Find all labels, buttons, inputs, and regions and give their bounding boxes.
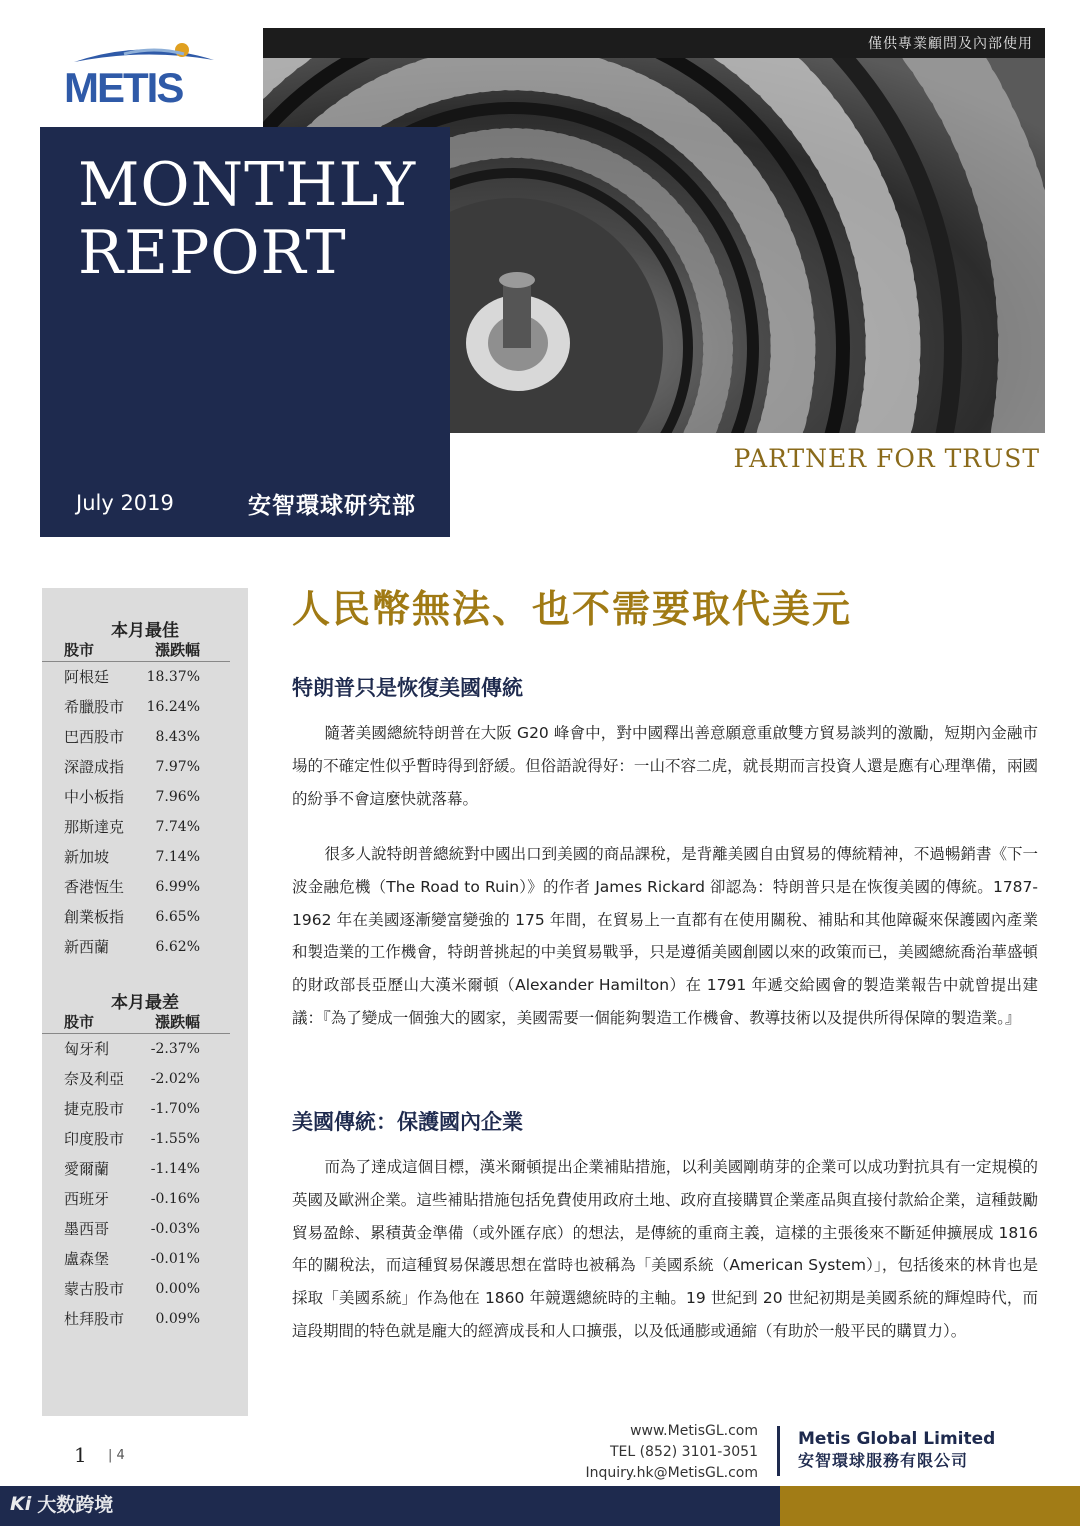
contact-info xyxy=(586,1421,759,1484)
market-name: 阿根廷 xyxy=(64,668,110,686)
paragraph-2: 很多人說特朗普總統對中國出口到美國的商品課稅，是背離美國自由貿易的傳統精神，不過暢銷書《下一波金融危機（The Road to Ruin）》的作者 James Rickard 卻認為：特朗普只是在恢復美國的傳統。1787-1962 年在美國逐漸變富變強的 175 年間，在貿易上一直都有在使用關稅、補貼和其他障礙來保護國內產業和製造業的工作機會，特朗普挑起的中美貿易戰爭，只是遵循美國創國以來的政策而已，美國總統喬治華盛頓的財政部長亞歷山大漢米爾頓（Alexander Hamilton）在 1791 年遞交給國會的製造業報告中就曾提出建議：『為了變成一個強大的國家，美國需要一個能夠製造工作機會、教導技術以及提供所得保障的製造業。』 xyxy=(292,845,1038,1027)
section-heading-2: 美國傳統：保護國內企業 xyxy=(292,1110,523,1134)
report-date: July 2019 xyxy=(76,491,174,515)
market-change: 7.14% xyxy=(155,849,200,865)
market-change: 0.00% xyxy=(155,1281,200,1297)
report-title-line2: REPORT xyxy=(78,218,347,288)
col-market: 股市 xyxy=(64,1013,95,1031)
market-name: 創業板指 xyxy=(64,908,125,926)
table-row xyxy=(42,1124,230,1154)
market-name: 希臘股市 xyxy=(64,698,125,716)
market-change: -1.55% xyxy=(150,1131,200,1147)
table-row xyxy=(42,1274,230,1304)
table-row xyxy=(42,932,230,962)
report-title-panel xyxy=(40,127,450,537)
table-row xyxy=(42,1184,230,1214)
market-change: 6.65% xyxy=(155,909,200,925)
table-row xyxy=(42,1304,230,1334)
market-change: 0.09% xyxy=(155,1311,200,1327)
market-name: 巴西股市 xyxy=(64,728,125,746)
table-row xyxy=(42,662,230,692)
market-change: -1.70% xyxy=(150,1101,200,1117)
logo-wordmark: METIS xyxy=(64,64,183,111)
table-row xyxy=(42,1214,230,1244)
market-name: 西班牙 xyxy=(64,1190,110,1208)
market-name: 那斯達克 xyxy=(64,818,125,836)
tagline: PARTNER FOR TRUST xyxy=(733,444,1040,473)
market-name: 蒙古股市 xyxy=(64,1280,125,1298)
market-name: 深證成指 xyxy=(64,758,125,776)
paragraph-1: 隨著美國總統特朗普在大阪 G20 峰會中，對中國釋出善意願意重啟雙方貿易談判的激勵，短期內金融市場的不確定性似乎暫時得到舒緩。但俗語說得好：一山不容二虎，就長期而言投資人還是應有心理準備，兩國的紛爭不會這麼快就落幕。 xyxy=(292,724,1038,808)
paragraph-3: 而為了達成這個目標，漢米爾頓提出企業補貼措施，以利美國剛萌芽的企業可以成功對抗具有一定規模的英國及歐洲企業。這些補貼措施包括免費使用政府土地、政府直接購買企業產品與直接付款給企業，這種鼓勵貿易盈餘、累積黃金準備（或外匯存底）的想法，是傳統的重商主義，這樣的主張後來不斷延伸擴展成 1816 年的關稅法，而這種貿易保護思想在當時也被稱為「美國系統（American System）」，包括後來的林肯也是採取「美國系統」作為他在 1860 年競選總統時的主軸。19 世紀到 20 世紀初期是美國系統的輝煌時代，而這段期間的特色就是龐大的經濟成長和人口擴張，以及低通膨或通縮（有助於一般平民的購買力）。 xyxy=(292,1158,1038,1340)
page-number: 1 xyxy=(74,1443,87,1467)
watermark xyxy=(10,1490,113,1517)
market-name: 新加坡 xyxy=(64,848,110,866)
table-row xyxy=(42,1244,230,1274)
internal-use-note: 僅供專業顧問及內部使用 xyxy=(868,36,1033,52)
market-change: 7.97% xyxy=(155,759,200,775)
website-link[interactable]: www.MetisGL.com xyxy=(630,1423,758,1439)
page-total-value: 4 xyxy=(116,1448,125,1463)
market-name: 奈及利亞 xyxy=(64,1070,125,1088)
best-markets-title: 本月最佳 xyxy=(111,621,179,641)
market-change: -1.14% xyxy=(150,1161,200,1177)
footer-divider xyxy=(777,1426,780,1476)
market-change: 18.37% xyxy=(146,669,200,685)
col-change: 漲跌幅 xyxy=(154,641,200,659)
table-row xyxy=(42,722,230,752)
market-change: -0.03% xyxy=(150,1221,200,1237)
market-performance-sidebar xyxy=(42,588,248,1416)
col-change: 漲跌幅 xyxy=(154,1013,200,1031)
market-name: 盧森堡 xyxy=(64,1250,110,1268)
footer-gold-band xyxy=(780,1486,1080,1526)
table-row xyxy=(42,782,230,812)
report-title-line1: MONTHLY xyxy=(78,150,417,220)
market-change: -2.37% xyxy=(150,1041,200,1057)
email-link[interactable]: Inquiry.hk@MetisGL.com xyxy=(585,1465,758,1481)
market-name: 新西蘭 xyxy=(64,938,110,956)
telephone: TEL (852) 3101-3051 xyxy=(609,1444,758,1460)
col-market: 股市 xyxy=(64,641,95,659)
article-title: 人民幣無法、也不需要取代美元 xyxy=(292,587,853,631)
company-name xyxy=(798,1428,995,1472)
watermark-logo-icon: Ki xyxy=(10,1492,32,1515)
metis-logo xyxy=(64,40,224,110)
market-change: 7.74% xyxy=(155,819,200,835)
market-change: 7.96% xyxy=(155,789,200,805)
report-title xyxy=(78,151,416,287)
table-row xyxy=(42,842,230,872)
best-table-header xyxy=(42,638,230,662)
section-heading-1: 特朗普只是恢復美國傳統 xyxy=(292,676,523,700)
table-row xyxy=(42,812,230,842)
company-name-zh: 安智環球服務有限公司 xyxy=(798,1451,969,1470)
internal-use-banner xyxy=(263,28,1045,58)
worst-table-header xyxy=(42,1010,230,1034)
market-name: 匈牙利 xyxy=(64,1040,110,1058)
best-markets-table xyxy=(42,662,248,962)
market-change: -2.02% xyxy=(150,1071,200,1087)
worst-markets-table xyxy=(42,1034,248,1334)
table-row xyxy=(42,902,230,932)
table-row xyxy=(42,872,230,902)
market-name: 捷克股市 xyxy=(64,1100,125,1118)
table-row xyxy=(42,1154,230,1184)
market-change: 16.24% xyxy=(146,699,200,715)
worst-markets-title: 本月最差 xyxy=(111,993,179,1013)
page-total: | 4 xyxy=(108,1448,125,1463)
market-name: 杜拜股市 xyxy=(64,1310,125,1328)
research-department: 安智環球研究部 xyxy=(248,493,416,519)
market-change: 6.62% xyxy=(155,939,200,955)
market-name: 中小板指 xyxy=(64,788,125,806)
market-name: 愛爾蘭 xyxy=(64,1160,110,1178)
company-name-en: Metis Global Limited xyxy=(798,1429,996,1449)
table-row xyxy=(42,1064,230,1094)
market-change: -0.01% xyxy=(150,1251,200,1267)
footer-navy-band xyxy=(0,1486,780,1526)
watermark-text: 大数跨境 xyxy=(37,1494,114,1516)
table-row xyxy=(42,752,230,782)
table-row xyxy=(42,1034,230,1064)
market-change: -0.16% xyxy=(150,1191,200,1207)
market-change: 6.99% xyxy=(155,879,200,895)
market-name: 香港恆生 xyxy=(64,878,125,896)
market-name: 印度股市 xyxy=(64,1130,125,1148)
market-name: 墨西哥 xyxy=(64,1220,110,1238)
table-row xyxy=(42,692,230,722)
table-row xyxy=(42,1094,230,1124)
market-change: 8.43% xyxy=(155,729,200,745)
